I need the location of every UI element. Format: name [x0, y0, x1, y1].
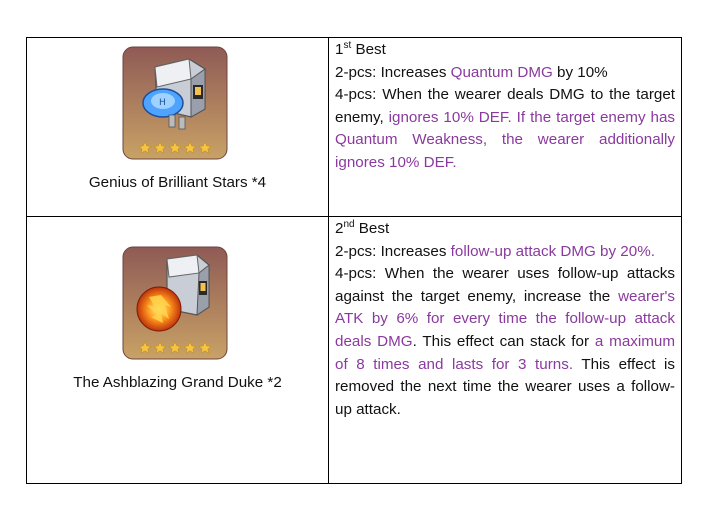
two-piece-effect: 2-pcs: Increases Quantum DMG by 10%	[335, 63, 608, 81]
two-piece-effect: 2-pcs: Increases follow-up attack DMG by 20%.	[335, 242, 655, 260]
relic-name: Genius of Brilliant Stars *4	[88, 174, 267, 191]
relic-cell	[27, 38, 329, 216]
table-row	[27, 217, 681, 483]
relic-description	[329, 217, 681, 483]
svg-text:H: H	[159, 98, 166, 108]
rank-label: 1st Best	[335, 39, 386, 58]
four-piece-effect: 4-pcs: When the wearer uses follow-up attacks against the target enemy, increase the wearer's ATK by 6% for every time the follow-up attack deals DMG. This effect can stack for a maximum of 8 times and lasts for 3 turns. This effect is removed the next time the wearer uses a follow-up attack.	[335, 265, 675, 418]
relic-name: The Ashblazing Grand Duke *2	[73, 374, 282, 391]
relic-table	[26, 37, 682, 484]
rank-label: 2nd Best	[335, 218, 390, 237]
four-piece-effect: 4-pcs: When the wearer deals DMG to the target enemy, ignores 10% DEF. If the target enemy has Quantum Weakness, the wearer additionally ignores 10% DEF.	[335, 86, 675, 171]
relic-description	[329, 38, 681, 216]
ashblazing-relic-icon	[121, 245, 229, 361]
genius-relic-icon	[121, 45, 229, 161]
relic-cell	[27, 217, 329, 483]
table-row	[27, 38, 681, 217]
